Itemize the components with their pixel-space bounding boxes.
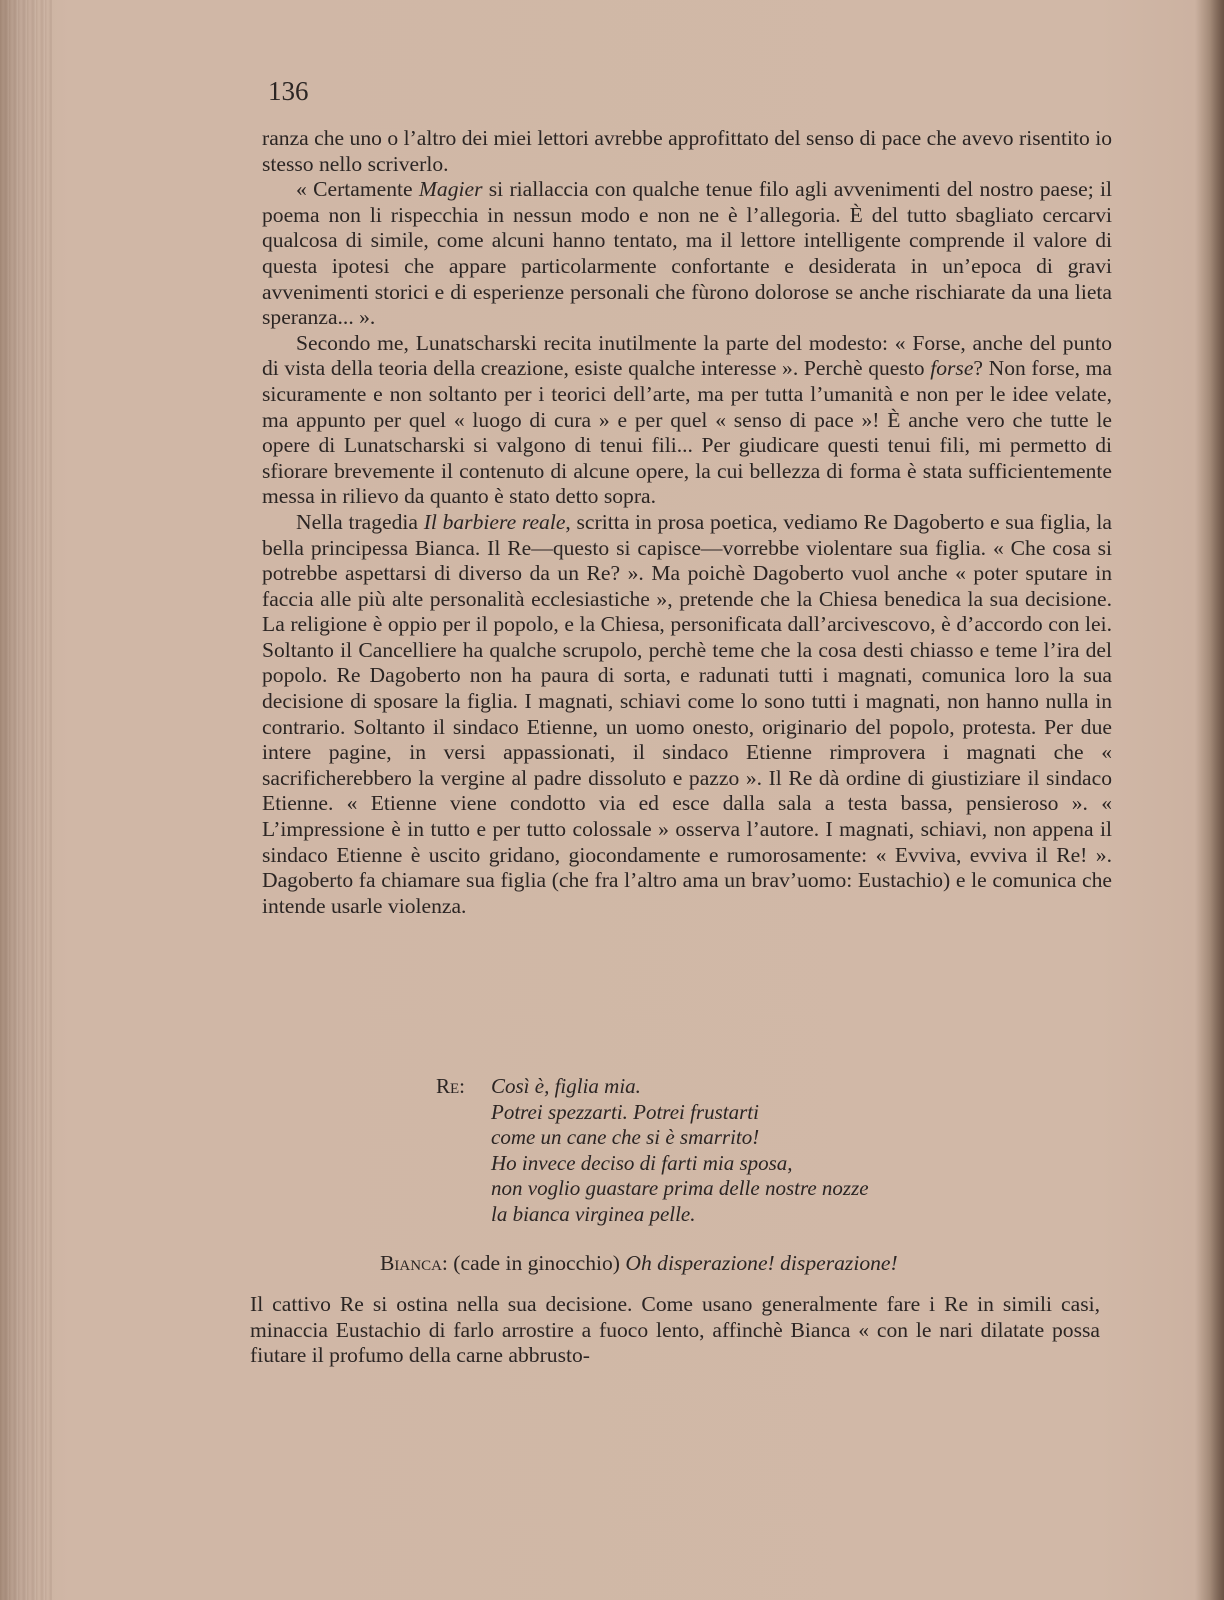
page-right-edge	[1210, 0, 1224, 1600]
text-run: ranza che uno o l’altro dei miei lettori avrebbe approfittato del senso di pace che avevo risentito io stesso nello scriverlo.	[262, 126, 1112, 176]
verse-speaker: Re:	[436, 1074, 466, 1098]
verse-line: non voglio guastare prima delle nostre nozze	[491, 1176, 869, 1201]
verse-line: la bianca virginea pelle.	[491, 1201, 696, 1226]
paragraph	[262, 510, 1112, 920]
paragraph	[262, 126, 1112, 177]
text-run: si riallaccia con qualche tenue filo agli avvenimenti del nostro paese; il poema non li rispecchia in nessun modo e non ne è l’allegoria. È del tutto sbagliato cercarvi qualcosa di simile, come alcuni hanno tentato, ma il lettore intelligente comprende il valore di questa ipotesi che appare particolarmente confortante e desiderata in un’epoca di gravi avvenimenti storici e di esperienze personali che fùrono dolorose se anche rischiarate da una lieta speranza... ».	[262, 177, 1112, 330]
stage-direction: (cade in ginocchio)	[447, 1251, 626, 1275]
paragraph: Il cattivo Re si ostina nella sua decisione. Come usano generalmente fare i Re in simili casi, minaccia Eustachio di farlo arrostire a fuoco lento, affinchè Bianca « con le nari dilatate possa fiutare il profumo della carne abbrusto-	[250, 1292, 1100, 1368]
bianca-line	[380, 1251, 898, 1276]
text-run: Nella tragedia	[296, 509, 424, 534]
book-binding-edge	[0, 0, 52, 1600]
text-run: , scritta in prosa poetica, vediamo Re Dagoberto e sua figlia, la bella principessa Bianca. Il Re—questo si capisce—vorrebbe violentare sua figlia. « Che cosa si potrebbe aspettarsi di diverso da un Re? ». Ma poichè Dagoberto vuol anche « poter sputare in faccia alle più alte personalità ecclesiastiche », pretende che la Chiesa benedica la sua decisione. La religione è oppio per il popolo, e la Chiesa, personificata dall’arcivescovo, è d’accordo con lei. Soltanto il Cancelliere ha qualche scrupolo, perchè teme che la cosa desti chiasso e teme l’ira del popolo. Re Dagoberto non ha paura di sorta, e radunati tutti i magnati, comunica loro la sua decisione di sposare la figlia. I magnati, schiavi come lo sono tutti i magnati, non hanno nulla in contrario. Soltanto il sindaco Etienne, un uomo onesto, originario del popolo, protesta. Per due intere pagine, in versi appassionati, il sindaco Etienne rimprovera i magnati che « sacrificherebbero la vergine al padre dissoluto e pazzo ». Il Re dà ordine di giustiziare il sindaco Etienne. « Etienne viene condotto via ed esce dalla sala a testa bassa, pensieroso ». « L’impressione è in tutto e per tutto colossale » osserva l’autore. I magnati, schiavi, non appena il sindaco Etienne è uscito gridano, giocondamente e rumorosamente: « Evviva, evviva il Re! ». Dagoberto fa chiamare sua figlia (che fra l’altro ama un brav’uomo: Eustachio) e le comunica che intende usarle violenza.	[262, 509, 1112, 918]
body-text	[262, 126, 1112, 919]
paragraph	[262, 177, 1112, 331]
verse-line: Ho invece deciso di farti mia sposa,	[491, 1150, 793, 1175]
text-run: Secondo me, Lunatscharski recita inutilmente la parte del modesto: « Forse, anche del punto di vista della teoria della creazione, esiste qualche interesse ». Perchè questo	[262, 330, 1112, 381]
verse-lines	[491, 1074, 869, 1228]
closing-paragraph	[250, 1292, 1100, 1369]
verse-line: Potrei spezzarti. Potrei frustarti	[491, 1099, 759, 1124]
italic-title: Magier	[418, 177, 483, 202]
text-run: « Certamente	[296, 177, 419, 202]
verse-line: Così è, figlia mia.	[491, 1074, 641, 1098]
italic-title: forse	[930, 356, 974, 381]
bianca-words: Oh disperazione! disperazione!	[625, 1251, 898, 1275]
verse-line: come un cane che si è smarrito!	[491, 1125, 760, 1150]
bianca-speaker: Bianca:	[380, 1251, 448, 1275]
paragraph	[262, 331, 1112, 510]
italic-title: Il barbiere reale	[423, 509, 566, 534]
text-run: ? Non forse, ma sicuramente e non soltanto per i teorici dell’arte, ma per tutta l’umanità e non per le idee velate, ma appunto per quel « luogo di cura » e per quel « senso di pace »! È anche vero che tutte le opere di Lunatscharski si valgono di tenui fili... Per giudicare questi tenui fili, mi permetto di sfiorare brevemente il contenuto di alcune opere, la cui bellezza di forma è stata sufficientemente messa in rilievo da quanto è stato detto sopra.	[262, 356, 1112, 509]
page-number: 136	[268, 76, 309, 106]
